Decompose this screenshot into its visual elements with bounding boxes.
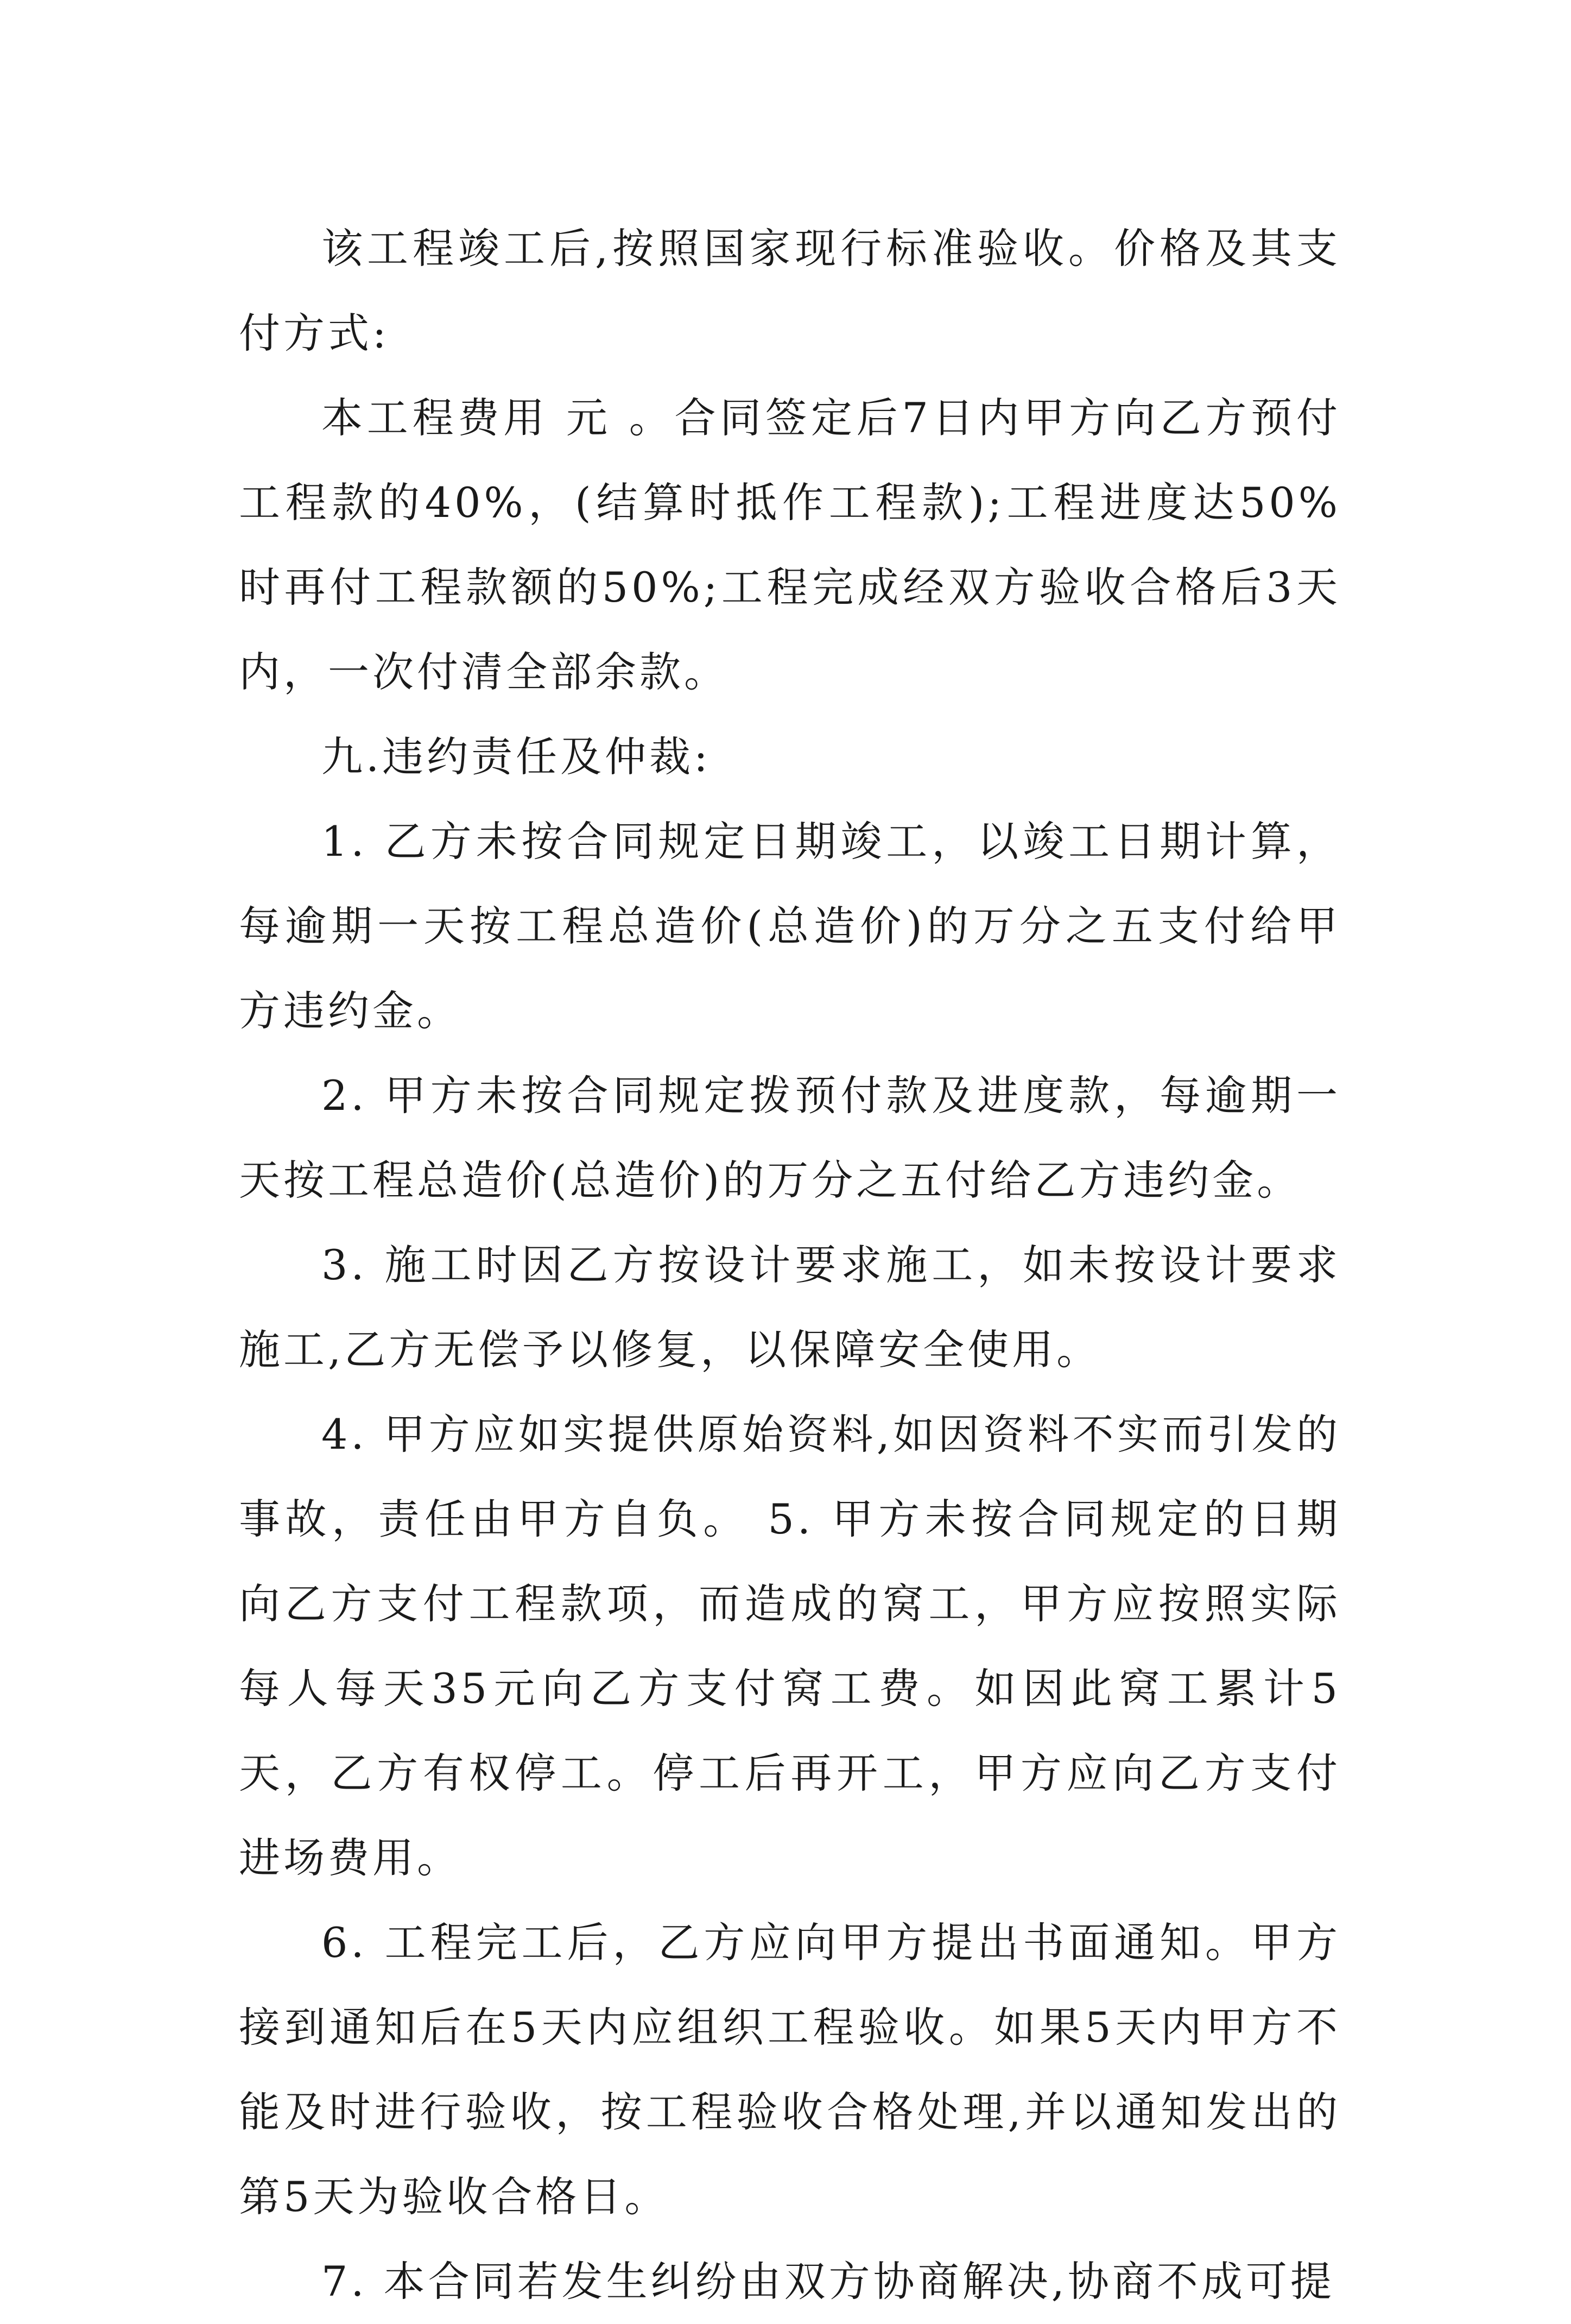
clause-4-5: 4. 甲方应如实提供原始资料,如因资料不实而引发的事故，责任由甲方自负。 5. 甲方未按合同规定的日期向乙方支付工程款项，而造成的窝工，甲方应按照实际每人每天35元向乙方支付窝工费。如因此窝工累计5天，乙方有权停工。停工后再开工，甲方应向乙方支付进场费用。 xyxy=(239,1410,1341,1882)
clause-7: 7. 本合同若发生纠纷由双方协商解决,协商不成可提 xyxy=(321,2257,1335,2306)
clause-1: 1. 乙方未按合同规定日期竣工，以竣工日期计算，每逾期一天按工程总造价(总造价)的万分之五支付给甲方违约金。 xyxy=(239,817,1341,1035)
clause-6: 6. 工程完工后，乙方应向甲方提出书面通知。甲方接到通知后在5天内应组织工程验收。如果5天内甲方不能及时进行验收，按工程验收合格处理,并以通知发出的第5天为验收合格日。 xyxy=(239,1918,1341,2221)
clause-3: 3. 施工时因乙方按设计要求施工，如未按设计要求施工,乙方无偿予以修复，以保障安全使用。 xyxy=(239,1241,1341,1374)
paragraph-payment-terms: 本工程费用 元 。合同签定后7日内甲方向乙方预付工程款的40%，(结算时抵作工程款);工程进度达50%时再付工程款额的50%;工程完成经双方验收合格后3天内，一次付清全部余款。 xyxy=(239,394,1341,696)
section-heading-breach-arbitration: 九.违约责任及仲裁: xyxy=(321,732,711,781)
document-body xyxy=(239,206,1341,2324)
paragraph-acceptance: 该工程竣工后,按照国家现行标准验收。价格及其支付方式: xyxy=(239,224,1341,357)
clause-2: 2. 甲方未按合同规定拨预付款及进度款，每逾期一天按工程总造价(总造价)的万分之五付给乙方违约金。 xyxy=(239,1071,1341,1204)
